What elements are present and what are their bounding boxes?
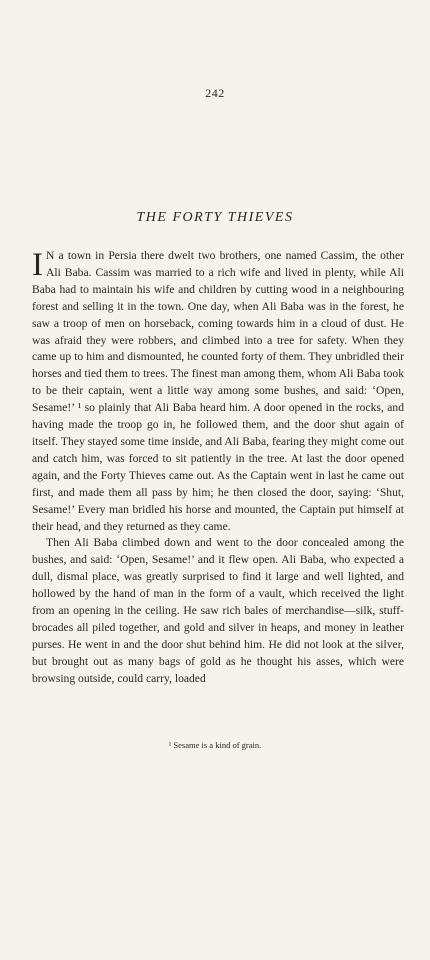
page-number: 242 [205,86,225,100]
drop-cap: I [32,247,43,283]
paragraph-1-text: N a town in Persia there dwelt two brothers, one named Cassim, the other Ali Baba. Cassim was married to a rich wife and lived in plenty, while Ali Baba had to maintain his wife and children by cutting wood in a neighbouring forest and selling it in the town. One day, when Ali Baba was in the forest, he saw a troop of men on horseback, coming towards him in a cloud of dust. He was afraid they were robbers, and climbed into a tree for safety. When they came up to him and dismounted, he counted forty of them. They unbridled their horses and tied them to trees. The finest man among them, whom Ali Baba took to be their captain, went a little way among some bushes, and said: ‘Open, Sesame!’ ¹ so plainly that Ali Baba heard him. A door opened in the rocks, and having made the troop go in, he followed them, and the door shut again of itself. They stayed some time inside, and Ali Baba, fearing they might come out and catch him, was forced to sit patiently in the tree. At last the door opened again, and the Forty Thieves came out. As the Captain went in last he came out first, and made them all pass by him; he then closed the door, saying: ‘Shut, Sesame!’ Every man bridled his horse and mounted, the Captain put himself at their head, and they returned as they came. [32,249,404,533]
chapter-title: THE FORTY THIEVES [136,210,294,225]
paragraph-1 [32,248,404,535]
paragraph-2-text: Then Ali Baba climbed down and went to the door concealed among the bushes, and said: ‘Open, Sesame!’ and it flew open. Ali Baba, who expected a dull, dismal place, was greatly surprised to find it large and well lighted, and hollowed by the hand of man in the form of a vault, which received the light from an opening in the ceiling. He saw rich bales of merchandise—silk, stuff-brocades all piled together, and gold and silver in heaps, and money in leather purses. He went in and the door shut behind him. He did not look at the silver, but brought out as many bags of gold as he thought his asses, which were browsing outside, could carry, loaded [32,536,404,685]
story-body [32,248,404,688]
footnote: ¹ Sesame is a kind of grain. [168,740,262,750]
paragraph-2 [32,535,404,687]
